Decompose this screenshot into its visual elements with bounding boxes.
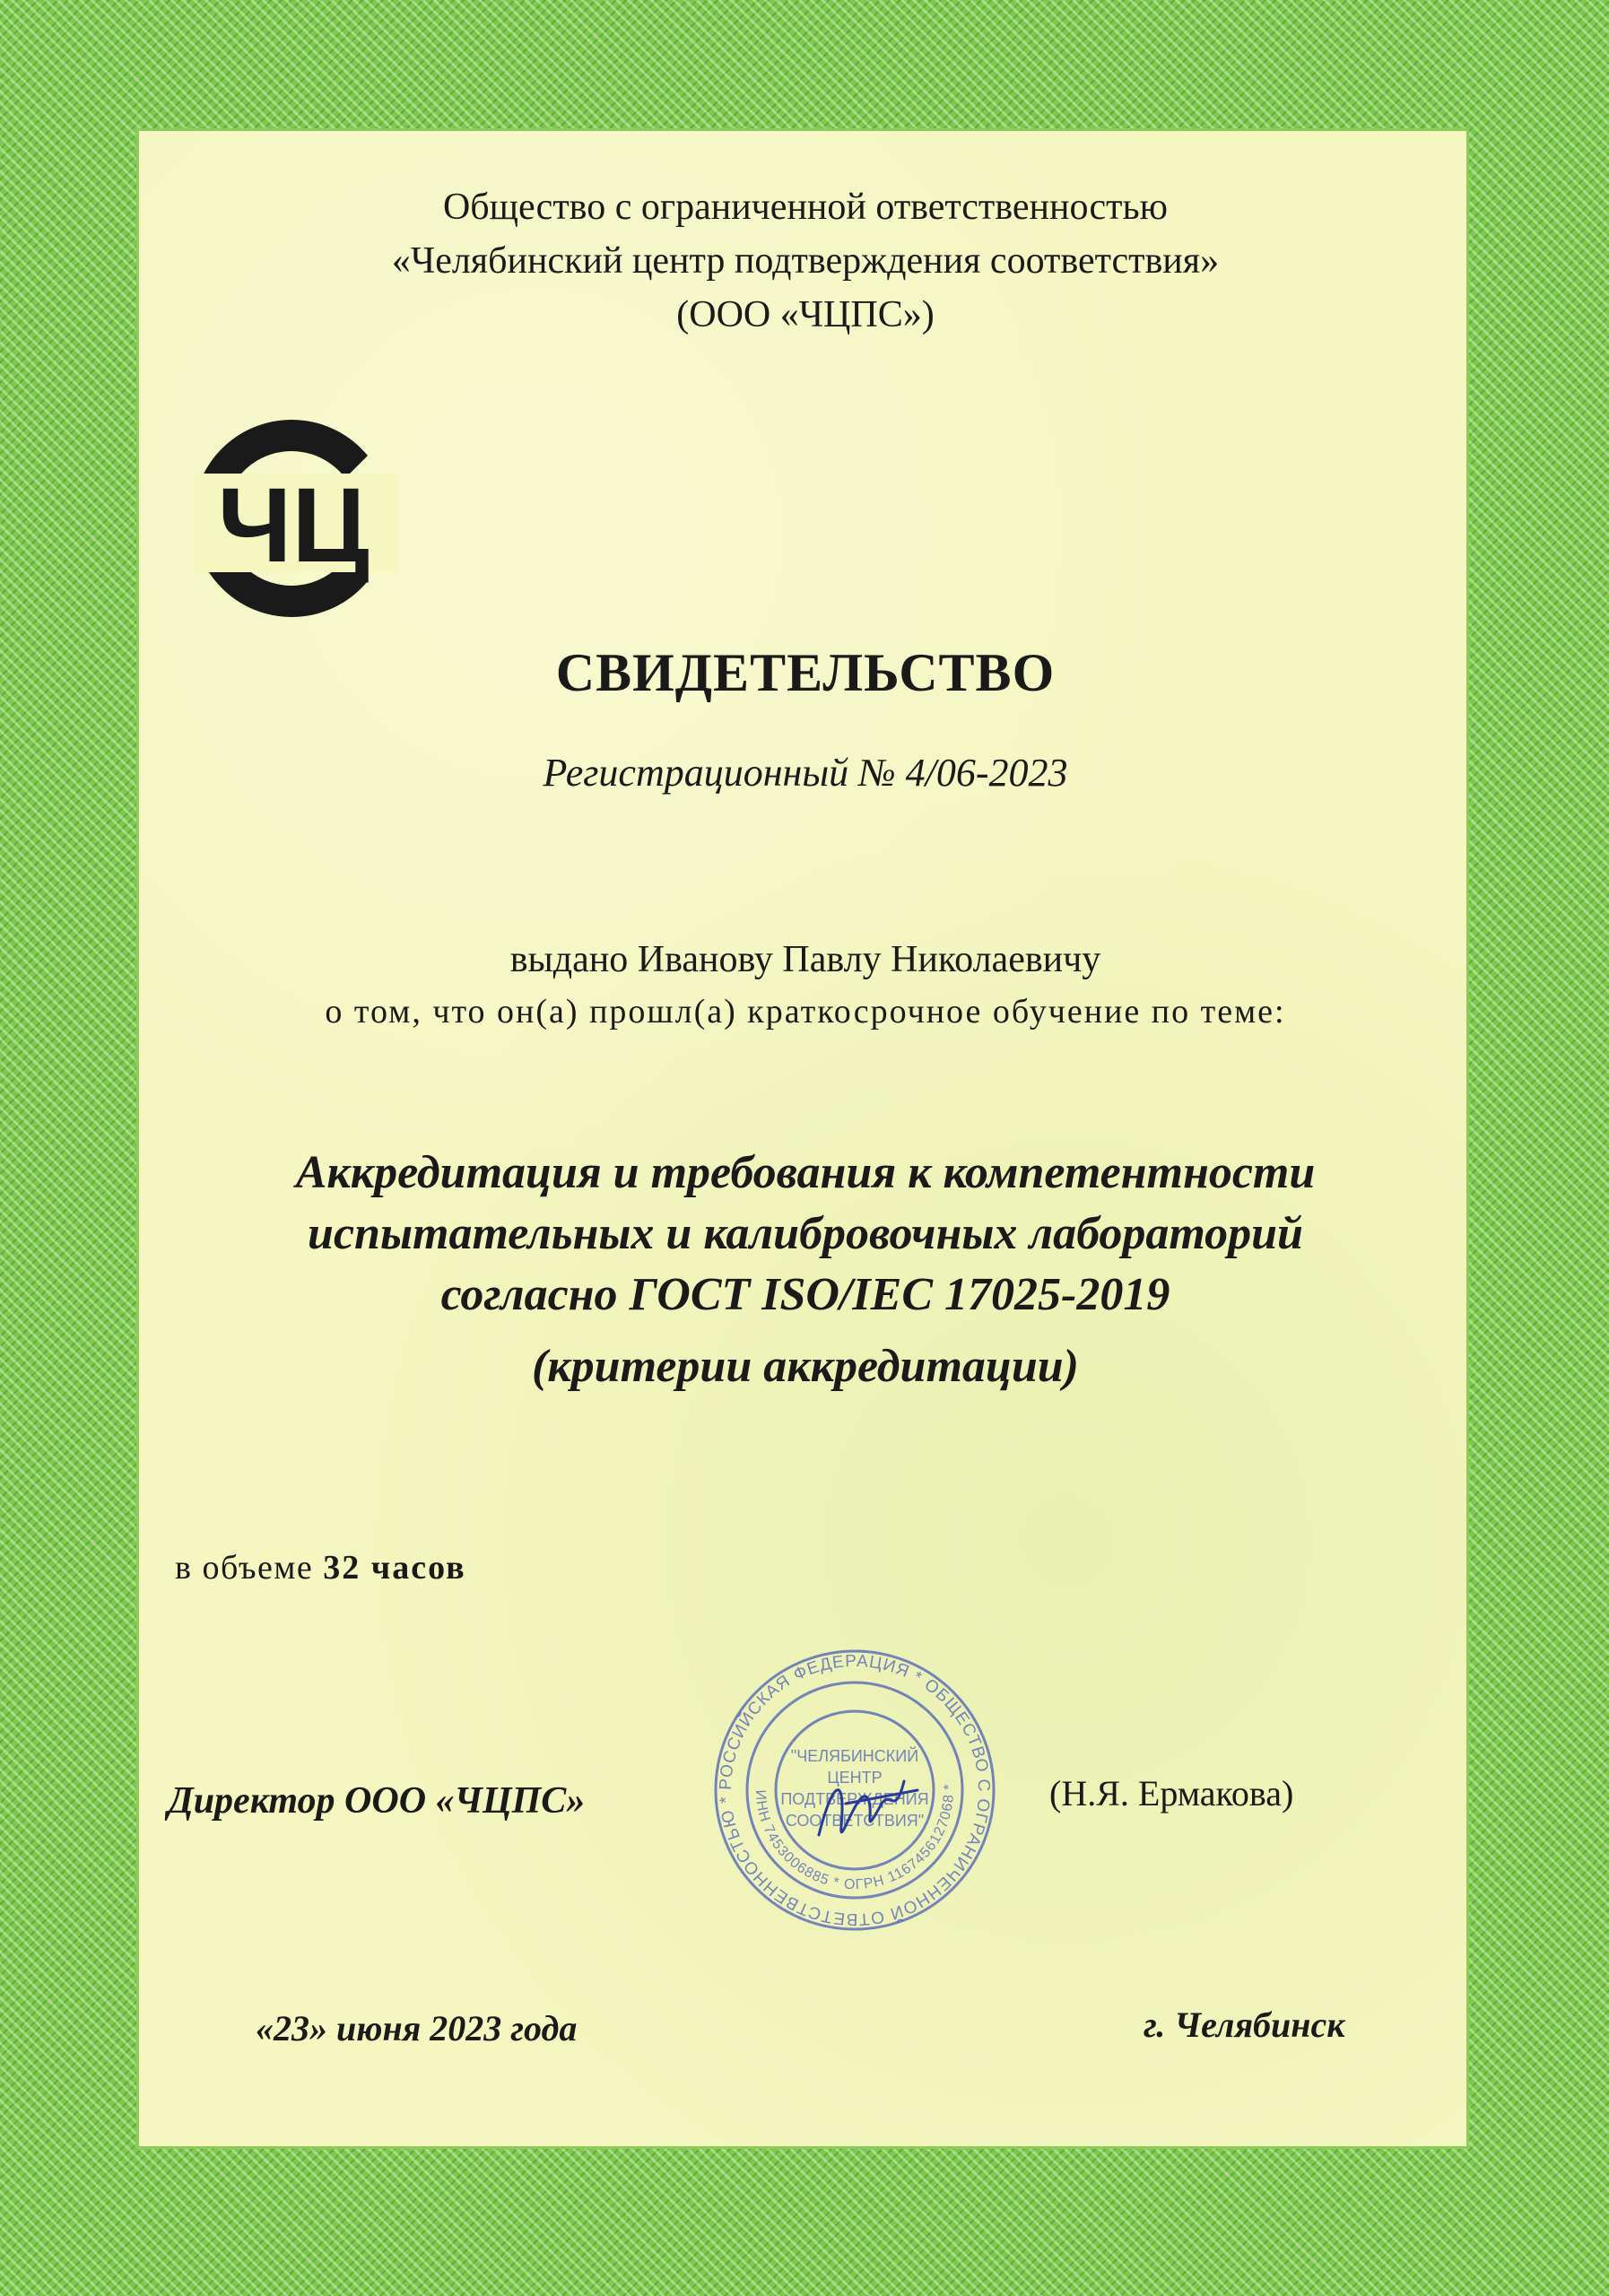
stamp-center-line4: СООТВЕТСТВИЯ" bbox=[785, 1812, 925, 1830]
certificate-paper bbox=[136, 128, 1469, 2149]
volume-hours: 32 часов bbox=[323, 1549, 466, 1587]
stamp-outer-text: РОССИЙСКАЯ ФЕДЕРАЦИЯ * ОБЩЕСТВО С ОГРАНИЧЕННОЙ ОТВЕТСТВЕННОСТЬЮ * bbox=[716, 1651, 994, 1929]
org-name-line2: «Челябинский центр подтверждения соответствия» bbox=[391, 240, 1220, 282]
course-title-line3: согласно ГОСТ ISO/IEC 17025-2019 bbox=[440, 1269, 1170, 1320]
stamp-center-line1: "ЧЕЛЯБИНСКИЙ bbox=[790, 1747, 919, 1765]
org-name-line3: (ООО «ЧЦПС») bbox=[676, 294, 935, 335]
training-volume bbox=[139, 1548, 466, 1587]
stamp-center-line3: ПОДТВЕРЖДЕНИЯ bbox=[780, 1790, 929, 1808]
stamp-center-line2: ЦЕНТР bbox=[827, 1769, 883, 1787]
course-title-line1: Аккредитация и требования к компетентности bbox=[295, 1147, 1316, 1198]
signatory-position: Директор ООО «ЧЦПС» bbox=[168, 1780, 586, 1822]
issued-to: выдано Иванову Павлу Николаевичу bbox=[509, 939, 1101, 980]
course-title-line4: (критерии аккредитации) bbox=[531, 1341, 1079, 1392]
org-name-line1: Общество с ограниченной ответственностью bbox=[442, 187, 1169, 228]
registration-number: Регистрационный № 4/06-2023 bbox=[543, 751, 1068, 795]
issue-city: г. Челябинск bbox=[1144, 2005, 1345, 2045]
organization-logo bbox=[175, 420, 408, 617]
course-title-line2: испытательных и калибровочных лабораторий bbox=[308, 1208, 1303, 1259]
stamp-inner-text: ИНН 7453006885 * ОГРН 1167456127068 * bbox=[752, 1782, 958, 1893]
certificate-title: СВИДЕТЕЛЬСТВО bbox=[555, 643, 1056, 702]
logo-text: ЧЦ bbox=[217, 466, 370, 585]
signatory-name: (Н.Я. Ермакова) bbox=[1049, 1773, 1294, 1813]
issue-date: «23» июня 2023 года bbox=[256, 2008, 578, 2048]
official-stamp bbox=[711, 1647, 998, 1934]
training-statement: о том, что он(а) прошл(а) краткосрочное обучение по теме: bbox=[325, 993, 1286, 1031]
volume-prefix: в объеме bbox=[175, 1549, 314, 1587]
